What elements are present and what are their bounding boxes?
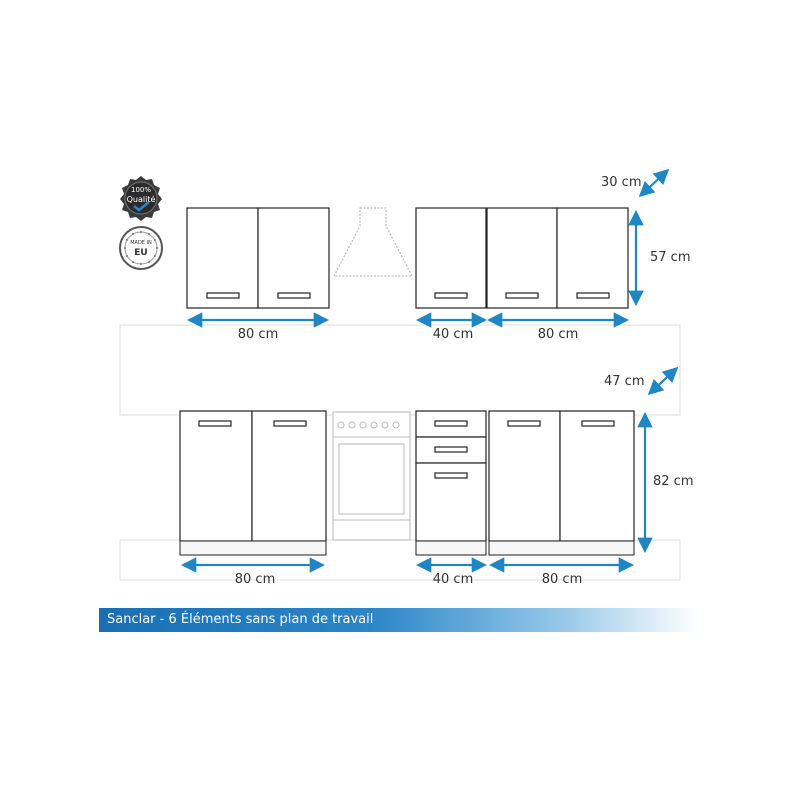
stove-outline: [333, 412, 410, 540]
handle-icon: [582, 421, 614, 426]
extractor-hood: [334, 208, 412, 276]
wall-right-large-width-label: 80 cm: [537, 327, 579, 342]
handle-icon: [577, 293, 609, 298]
wall-cabinet-right-large: [487, 208, 628, 308]
quality-badge-main-text: Qualité: [126, 195, 156, 204]
handle-icon: [199, 421, 231, 426]
handle-icon: [278, 293, 310, 298]
handle-icon: [435, 473, 467, 478]
wall-cabinet-left: [187, 208, 329, 308]
caption-bar: [99, 608, 699, 632]
plinth: [489, 541, 634, 555]
handle-icon: [207, 293, 239, 298]
eu-text: EU: [134, 248, 148, 258]
base-cabinet-right: [489, 411, 634, 555]
base-cabinet-left: [180, 411, 326, 555]
base-cabinet-drawers: [416, 411, 486, 555]
base-left-width-label: 80 cm: [234, 572, 276, 587]
wall-left-width-label: 80 cm: [237, 327, 279, 342]
handle-icon: [435, 293, 467, 298]
base-depth-label: 47 cm: [604, 374, 645, 389]
wall-height-label: 57 cm: [650, 250, 691, 265]
quality-badge-top-text: 100%: [130, 186, 152, 194]
handle-icon: [435, 421, 467, 426]
base-right-large-width-label: 80 cm: [541, 572, 583, 587]
wall-right-small-width-label: 40 cm: [432, 327, 474, 342]
dimension-arrow: [650, 369, 676, 393]
handle-icon: [508, 421, 540, 426]
plinth: [416, 541, 486, 555]
handle-icon: [435, 447, 467, 452]
plinth: [180, 541, 326, 555]
handle-icon: [274, 421, 306, 426]
handle-icon: [506, 293, 538, 298]
made-in-text: MADE IN: [130, 240, 152, 246]
wall-depth-label: 30 cm: [601, 175, 642, 190]
base-right-small-width-label: 40 cm: [432, 572, 474, 587]
wall-cabinet-right-small: [416, 208, 486, 308]
base-height-label: 82 cm: [653, 474, 694, 489]
dimension-arrow: [641, 171, 667, 195]
caption-text: Sanclar - 6 Éléments sans plan de travail: [107, 612, 374, 627]
